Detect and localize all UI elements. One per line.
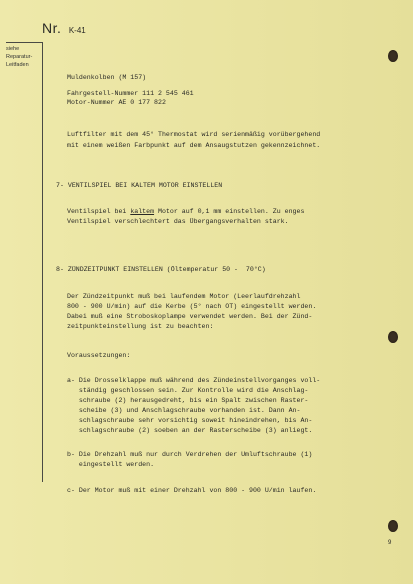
margin-note — [6, 45, 42, 69]
nr-label: Nr. — [42, 20, 62, 36]
header-rule — [6, 42, 42, 43]
item-b-line: b- Die Drehzahl muß nur durch Verdrehen der Umluftschraube (1) — [67, 451, 313, 458]
item-a-line: schlagschraube (2) soeben an der Rasterscheibe (3) anliegt. — [67, 427, 313, 434]
luftfilter-line: Luftfilter mit dem 45° Thermostat wird serienmäßig vorübergehend — [67, 131, 321, 138]
margin-rule — [42, 42, 43, 482]
page-number: 9 — [388, 540, 392, 546]
page-header — [42, 20, 86, 38]
section-7-line: Ventilspiel bei kaltem Motor auf 0,1 mm einstellen. Zu enges — [67, 208, 305, 215]
margin-note-line: Reparatur- — [6, 54, 33, 60]
item-a-line: scheibe (3) und Anschlagschraube vorhanden ist. Dann An- — [67, 407, 301, 414]
section-8-line: Dabei muß eine Stroboskoplampe verwendet werden. Bei der Zünd- — [67, 313, 313, 320]
section-8-heading: 8- ZÜNDZEITPUNKT EINSTELLEN (Öltemperatur 50 - 70°C) — [56, 266, 266, 273]
item-a-line: ständig geschlossen sein. Zur Kontrolle wird die Anschlag- — [67, 387, 309, 394]
margin-note-line: Leitfaden — [6, 62, 29, 68]
page-code: K-41 — [68, 26, 86, 35]
item-b-line: eingestellt werden. — [67, 461, 155, 468]
section-8-line: zeitpunkteinstellung ist zu beachten: — [67, 323, 214, 330]
section-8-line: 800 - 900 U/min) auf die Kerbe (5° nach OT) eingestellt werden. — [67, 303, 317, 310]
item-a-line: a- Die Drosselklappe muß während des Zündeinstellvorganges voll- — [67, 377, 321, 384]
emphasis-kaltem: kaltem — [130, 208, 155, 215]
document-title: Muldenkolben (M 157) — [67, 74, 147, 81]
section-8-line: Der Zündzeitpunkt muß bei laufendem Motor (Leerlaufdrehzahl — [67, 293, 301, 300]
item-a-line: schraube (2) herausgedreht, bis ein Spalt zwischen Raster- — [67, 397, 309, 404]
section-7-line: Ventilspiel verschlechtert das Übergangsverhalten stark. — [67, 218, 289, 225]
voraussetzungen-label: Voraussetzungen: — [67, 352, 131, 359]
punch-hole — [388, 331, 398, 343]
item-c-line: c- Der Motor muß mit einer Drehzahl von 800 - 900 U/min laufen. — [67, 487, 317, 494]
motor-number: Motor-Nummer AE 0 177 822 — [67, 99, 166, 106]
punch-hole — [388, 520, 398, 532]
punch-hole — [388, 50, 398, 62]
section-7-heading: 7- VENTILSPIEL BEI KALTEM MOTOR EINSTELLEN — [56, 182, 223, 189]
luftfilter-line: mit einem weißen Farbpunkt auf dem Ansaugstutzen gekennzeichnet. — [67, 142, 321, 149]
margin-note-line: siehe — [6, 46, 20, 52]
fahrgestell-number: Fahrgestell-Nummer 111 2 545 461 — [67, 90, 194, 97]
item-a-line: schlagschraube sehr vorsichtig soweit hineindrehen, bis An- — [67, 417, 313, 424]
